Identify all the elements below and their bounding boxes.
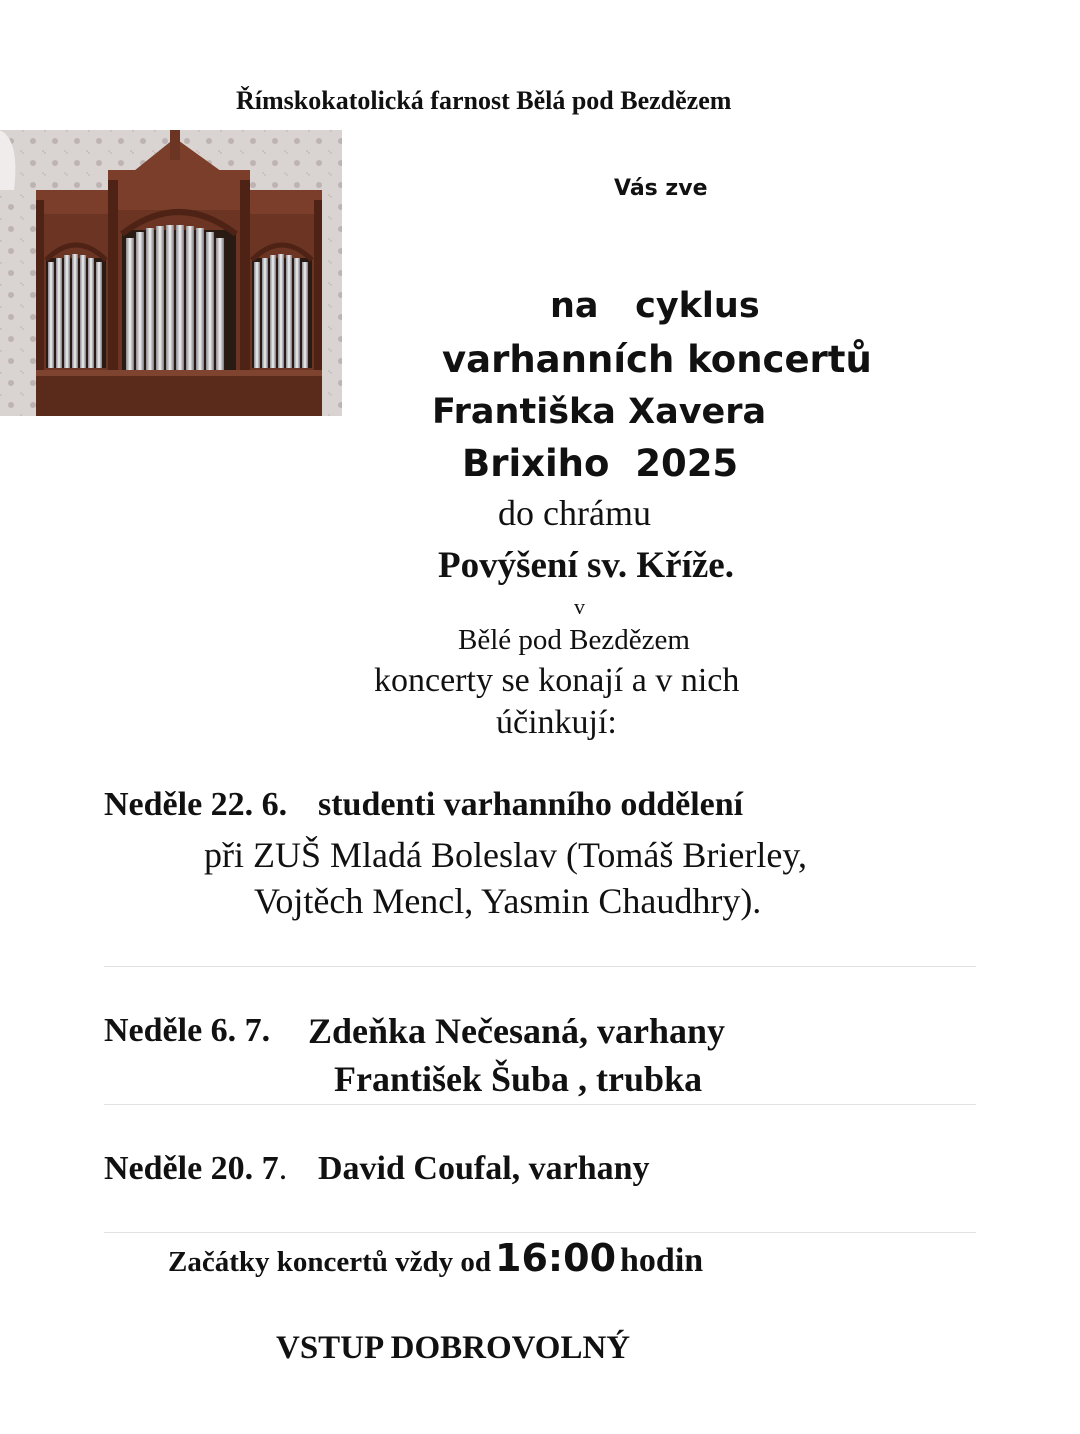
venue-town: Bělé pod Bezdězem bbox=[458, 624, 690, 656]
title-line-3: Františka Xavera bbox=[432, 392, 767, 432]
title-line-4: Brixiho 2025 bbox=[462, 442, 739, 485]
church-name: Povýšení sv. Kříže. bbox=[438, 545, 734, 586]
venue-prep: v bbox=[574, 594, 585, 619]
concert-2-performer: Zdeňka Nečesaná, varhany bbox=[308, 1011, 726, 1051]
concert-1-line-3: Vojtěch Mencl, Yasmin Chaudhry). bbox=[254, 881, 762, 921]
start-time-row bbox=[168, 1236, 703, 1280]
concert-1-line-2: při ZUŠ Mladá Boleslav (Tomáš Brierley, bbox=[204, 835, 808, 875]
venue-line-1: do chrámu bbox=[498, 493, 651, 533]
start-time-suffix: hodin bbox=[620, 1242, 704, 1279]
parish-name: Římskokatolická farnost Bělá pod Bezdězem bbox=[236, 86, 732, 115]
venue-line-6: účinkují: bbox=[496, 704, 617, 741]
title-line-2: varhanních koncertů bbox=[442, 338, 872, 381]
entry-note: VSTUP DOBROVOLNÝ bbox=[276, 1330, 631, 1366]
concert-3-date: Neděle 20. 7 bbox=[104, 1150, 279, 1187]
concert-1-date: Neděle 22. 6. bbox=[104, 786, 288, 823]
title-line-1: na cyklus bbox=[550, 286, 760, 326]
invite-text: Vás zve bbox=[614, 176, 708, 201]
start-time-prefix: Začátky koncertů vždy od bbox=[168, 1246, 492, 1278]
concert-1-performer: studenti varhanního oddělení bbox=[318, 786, 744, 823]
concert-3-date-row bbox=[104, 1150, 287, 1188]
concert-2-line-2: František Šuba , trubka bbox=[334, 1059, 703, 1099]
concert-3-date-dot: . bbox=[278, 1150, 288, 1187]
venue-line-5: koncerty se konají a v nich bbox=[374, 662, 740, 699]
organ-photo bbox=[0, 130, 342, 416]
start-time-value: 16:00 bbox=[495, 1236, 617, 1280]
divider-1 bbox=[104, 966, 976, 967]
divider-3 bbox=[104, 1232, 976, 1233]
divider-2 bbox=[104, 1104, 976, 1105]
concert-2-date: Neděle 6. 7. bbox=[104, 1012, 271, 1049]
concert-3-performer: David Coufal, varhany bbox=[318, 1150, 650, 1187]
